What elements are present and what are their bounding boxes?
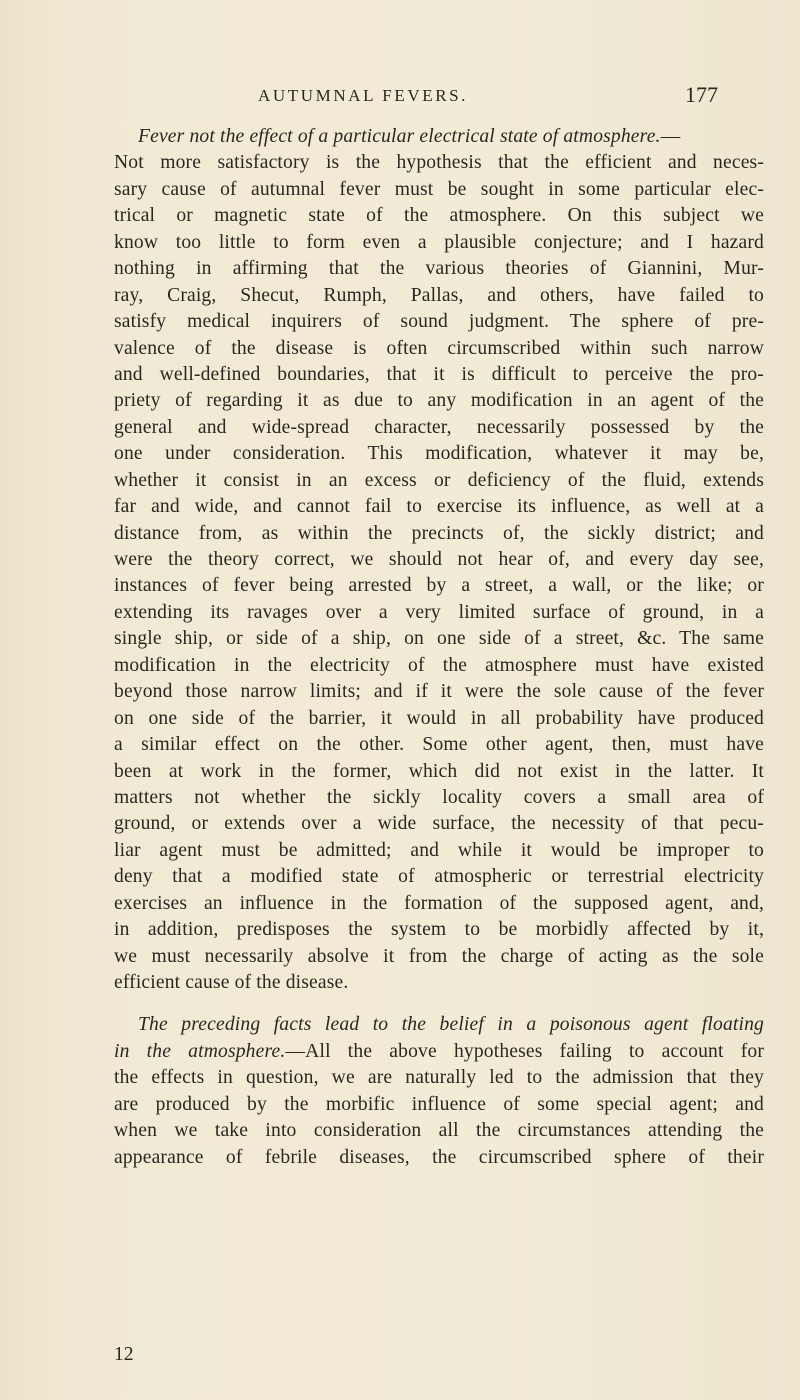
text-line: single ship, or side of a ship, on one side of a street, &c. The same	[114, 628, 764, 650]
text-line: modification in the electricity of the atmosphere must have existed	[114, 654, 764, 676]
text-line: instances of fever being arrested by a street, a wall, or the like; or	[114, 575, 764, 597]
paragraph2-line2-rest: All the above hypotheses failing to account for	[305, 1040, 764, 1062]
text-line: ground, or extends over a wide surface, the necessity of that pecu-	[114, 813, 764, 835]
text-line: a similar effect on the other. Some other agent, then, must have	[114, 734, 764, 756]
text-line: on one side of the barrier, it would in all probability have produced	[114, 707, 764, 729]
text-line: appearance of febrile diseases, the circumscribed sphere of their	[114, 1146, 764, 1168]
text-line: are produced by the morbific influence of some special agent; and	[114, 1093, 764, 1115]
text-line: valence of the disease is often circumscribed within such narrow	[114, 337, 764, 359]
paragraph-gap	[114, 996, 764, 1012]
paragraph2-heading-dash: —	[285, 1040, 306, 1062]
paragraph2-heading-end: in the atmosphere.	[114, 1040, 286, 1062]
text-line: distance from, as within the precincts of, the sickly district; and	[114, 522, 764, 544]
paragraph1	[114, 150, 764, 996]
text-line: nothing in affirming that the various theories of Giannini, Mur-	[114, 258, 764, 280]
text-line: ray, Craig, Shecut, Rumph, Pallas, and others, have failed to	[114, 284, 764, 306]
text-line: in addition, predisposes the system to be morbidly affected by it,	[114, 919, 764, 941]
text-line: deny that a modified state of atmospheric or terrestrial electricity	[114, 866, 764, 888]
text-line: efficient cause of the disease.	[114, 972, 349, 993]
page-header	[0, 82, 800, 116]
text-line: were the theory correct, we should not hear of, and every day see,	[114, 549, 764, 570]
page-number: 177	[685, 82, 718, 107]
paragraph1-heading-line	[114, 124, 764, 150]
paragraph1-heading: Fever not the effect of a particular electrical state of atmosphere.	[138, 126, 661, 147]
text-line: one under consideration. This modification, whatever it may be,	[114, 443, 764, 465]
text-line: the effects in question, we are naturally led to the admission that they	[114, 1067, 764, 1089]
text-line: whether it consist in an excess or deficiency of the fluid, extends	[114, 469, 764, 491]
paragraph2-heading-line2	[114, 1039, 764, 1065]
signature-mark: 12	[114, 1344, 134, 1365]
text-line: when we take into consideration all the circumstances attending the	[114, 1120, 764, 1142]
text-line: extending its ravages over a very limited surface of ground, in a	[114, 601, 764, 623]
text-line: been at work in the former, which did not exist in the latter. It	[114, 760, 764, 782]
text-line: Not more satisfactory is the hypothesis that the efficient and neces-	[114, 152, 764, 174]
text-line: and well-defined boundaries, that it is difficult to perceive the pro-	[114, 363, 764, 385]
running-head: AUTUMNAL FEVERS.	[258, 86, 469, 105]
text-line: trical or magnetic state of the atmosphere. On this subject we	[114, 205, 764, 227]
paragraph1-heading-dash: —	[660, 126, 681, 147]
text-line: far and wide, and cannot fail to exercise its influence, as well at a	[114, 496, 764, 518]
text-line: matters not whether the sickly locality covers a small area of	[114, 786, 764, 808]
text-line: liar agent must be admitted; and while it would be improper to	[114, 839, 764, 861]
text-line: know too little to form even a plausible conjecture; and I hazard	[114, 231, 764, 253]
text-line: we must necessarily absolve it from the charge of acting as the sole	[114, 945, 764, 967]
text-line: sary cause of autumnal fever must be sought in some particular elec-	[114, 178, 764, 200]
text-line: exercises an influence in the formation of the supposed agent, and,	[114, 892, 764, 914]
text-line: satisfy medical inquirers of sound judgment. The sphere of pre-	[114, 311, 764, 333]
text-line: beyond those narrow limits; and if it were the sole cause of the fever	[114, 681, 764, 703]
paragraph2	[114, 1065, 764, 1171]
text-line: general and wide-spread character, necessarily possessed by the	[114, 416, 764, 438]
paragraph2-heading-line1: The preceding facts lead to the belief in a poisonous agent floating	[138, 1014, 764, 1036]
text-line: priety of regarding it as due to any modification in an agent of the	[114, 390, 764, 412]
body-text	[114, 124, 764, 1171]
